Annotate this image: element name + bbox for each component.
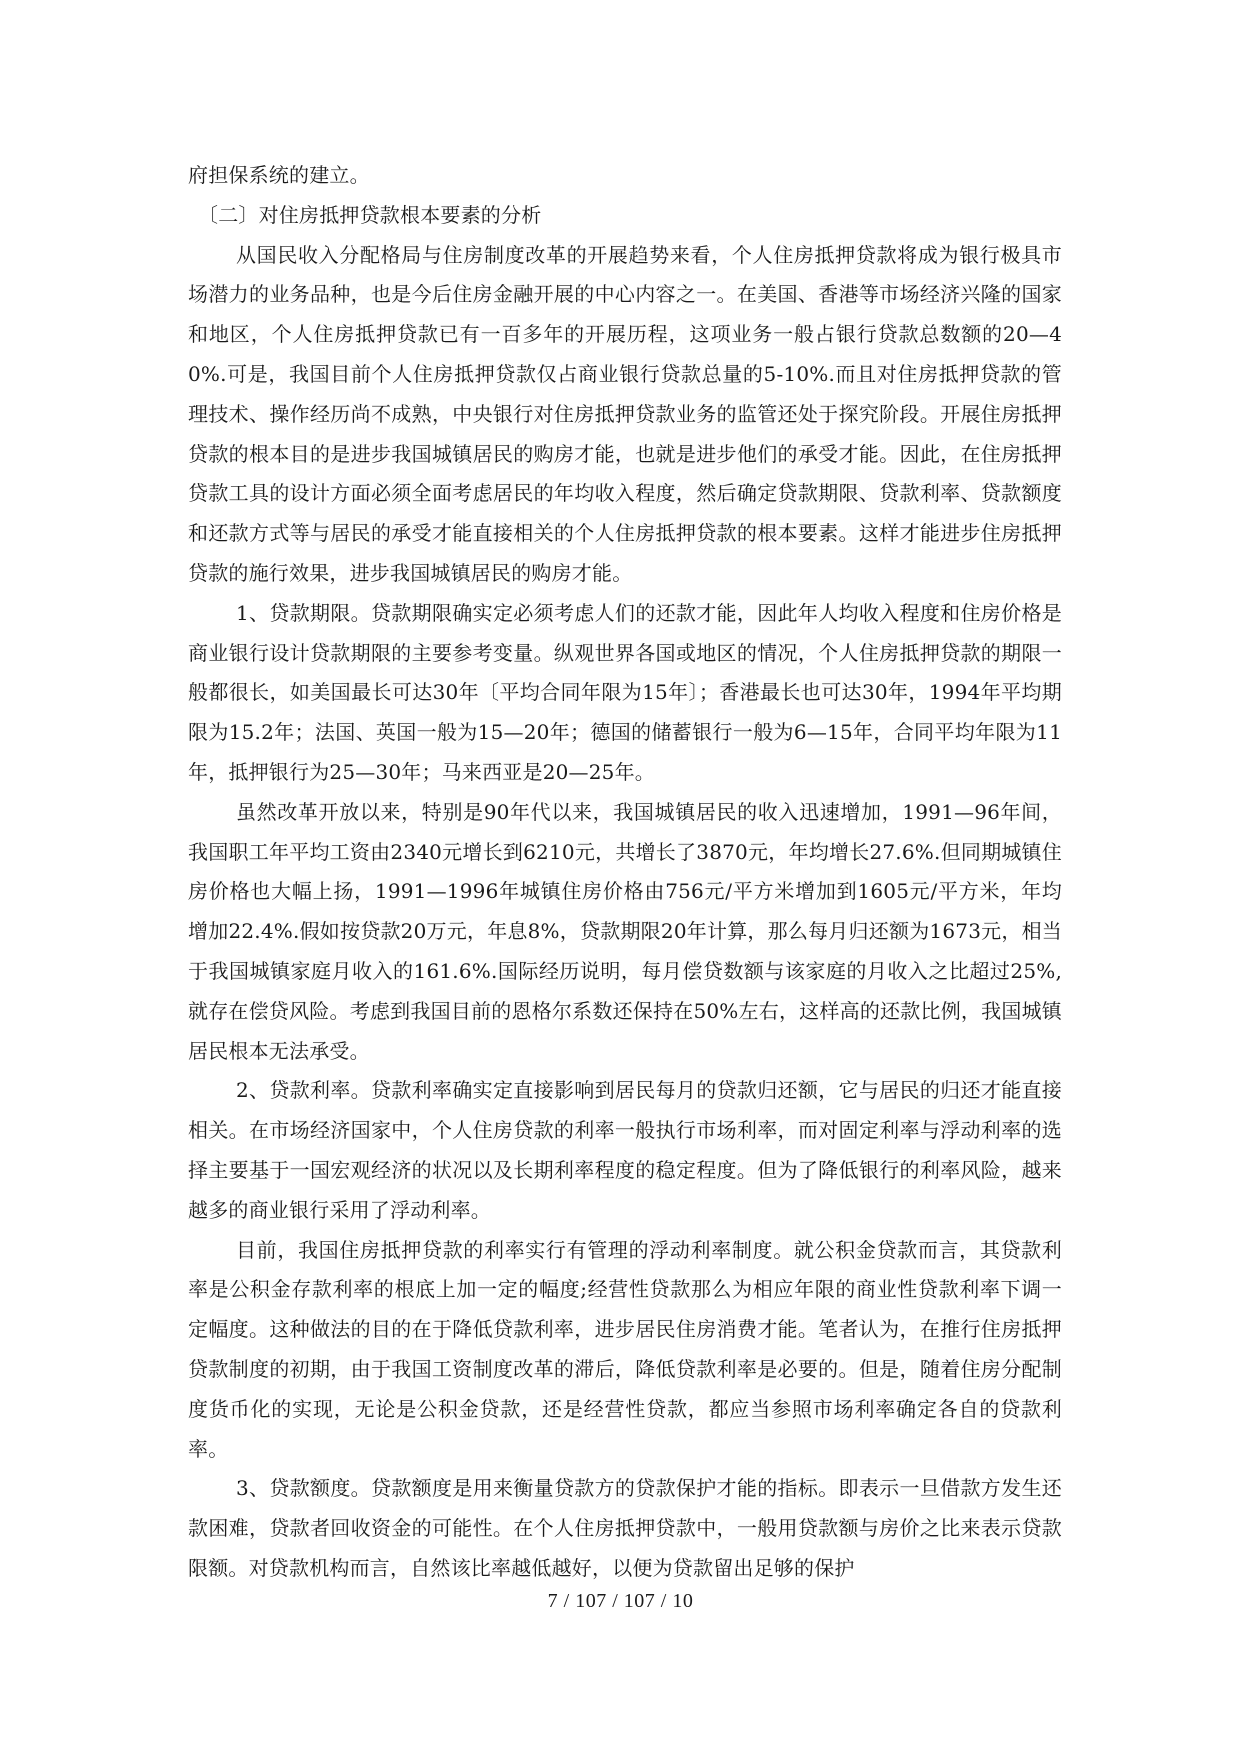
- paragraph-income-growth: 虽然改革开放以来，特别是90年代以来，我国城镇居民的收入迅速增加，1991—96年间，我国职工年平均工资由2340元增长到6210元，共增长了3870元，年均增长27.6%.但同期城镇住房价格也大幅上扬，1991—1996年城镇住房价格由756元/平方米增加到1605元/平方米，年均增加22.4%.假如按贷款20万元，年息8%，贷款期限20年计算，那么每月归还额为1673元，相当于我国城镇家庭月收入的161.6%.国际经历说明，每月偿贷数额与该家庭的月收入之比超过25%,就存在偿贷风险。考虑到我国目前的恩格尔系数还保持在50%左右，这样高的还款比例，我国城镇居民根本无法承受。: [188, 799, 1062, 1063]
- paragraph-loan-amount: 3、贷款额度。贷款额度是用来衡量贷款方的贷款保护才能的指标。即表示一旦借款方发生还款困难，贷款者回收资金的可能性。在个人住房抵押贷款中，一般用贷款额与房价之比来表示贷款限额。对贷款机构而言，自然该比率越低越好，以便为贷款留出足够的保护: [188, 1476, 1062, 1580]
- paragraph-continuation: 府担保系统的建立。: [188, 163, 370, 187]
- section-heading: 〔二〕对住房抵押贷款根本要素的分析: [198, 202, 542, 227]
- paragraph-current-rate-policy: 目前，我国住房抵押贷款的利率实行有管理的浮动利率制度。就公积金贷款而言，其贷款利率是公积金存款利率的根底上加一定的幅度;经营性贷款那么为相应年限的商业性贷款利率下调一定幅度。这种做法的目的在于降低贷款利率，进步居民住房消费才能。笔者认为，在推行住房抵押贷款制度的初期，由于我国工资制度改革的滞后，降低贷款利率是必要的。但是，随着住房分配制度货币化的实现，无论是公积金贷款，还是经营性贷款，都应当参照市场利率确定各自的贷款利率。: [188, 1237, 1062, 1461]
- paragraph-loan-term: 1、贷款期限。贷款期限确实定必须考虑人们的还款才能，因此年人均收入程度和住房价格是商业银行设计贷款期限的主要参考变量。纵观世界各国或地区的情况，个人住房抵押贷款的期限一般都很长，如美国最长可达30年〔平均合同年限为15年〕；香港最长也可达30年，1994年平均期限为15.2年；法国、英国一般为15—20年；德国的储蓄银行一般为6—15年，合同平均年限为11年，抵押银行为25—30年；马来西亚是20—25年。: [188, 600, 1062, 784]
- paragraph-interest-rate: 2、贷款利率。贷款利率确实定直接影响到居民每月的贷款归还额，它与居民的归还才能直接相关。在市场经济国家中，个人住房贷款的利率一般执行市场利率，而对固定利率与浮动利率的选择主要基于一国宏观经济的状况以及长期利率程度的稳定程度。但为了降低银行的利率风险，越来越多的商业银行采用了浮动利率。: [188, 1078, 1062, 1222]
- paragraph-intro: 从国民收入分配格局与住房制度改革的开展趋势来看，个人住房抵押贷款将成为银行极具市场潜力的业务品种，也是今后住房金融开展的中心内容之一。在美国、香港等市场经济兴隆的国家和地区，个人住房抵押贷款已有一百多年的开展历程，这项业务一般占银行贷款总数额的20—40%.可是，我国目前个人住房抵押贷款仅占商业银行贷款总量的5-10%.而且对住房抵押贷款的管理技术、操作经历尚不成熟，中央银行对住房抵押贷款业务的监管还处于探究阶段。开展住房抵押贷款的根本目的是进步我国城镇居民的购房才能，也就是进步他们的承受才能。因此，在住房抵押贷款工具的设计方面必须全面考虑居民的年均收入程度，然后确定贷款期限、贷款利率、贷款额度和还款方式等与居民的承受才能直接相关的个人住房抵押贷款的根本要素。这样才能进步住房抵押贷款的施行效果，进步我国城镇居民的购房才能。: [188, 242, 1062, 585]
- page-number-footer: 7 / 107 / 107 / 10: [547, 1590, 694, 1612]
- document-body: [188, 156, 1062, 1589]
